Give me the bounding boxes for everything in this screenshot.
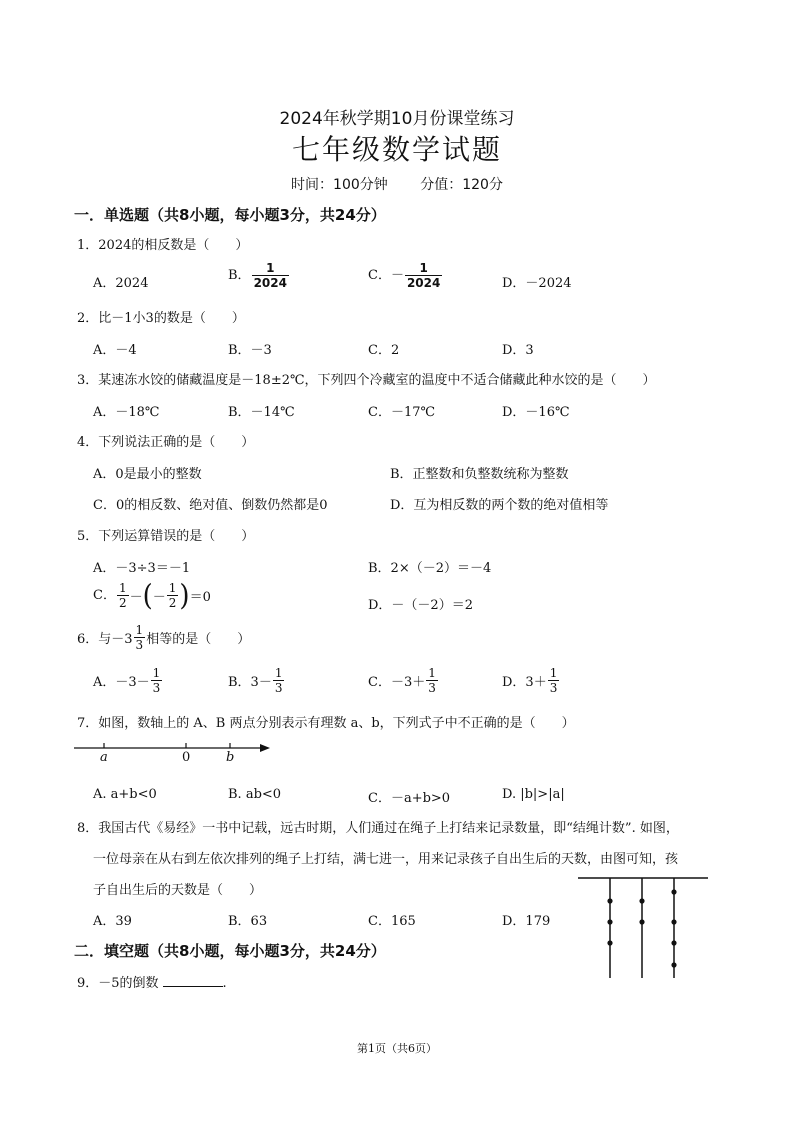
knot-rope-figure [576, 872, 710, 982]
exam-time: 时间：100分钟 [291, 177, 388, 193]
question-2-option-b: B．－3 [228, 343, 272, 358]
exam-score: 分值：120分 [420, 177, 503, 193]
number-line-label-zero: 0 [182, 750, 191, 765]
question-2-option-c: C．2 [368, 343, 400, 358]
question-5-option-c: C． $\frac{1}{2}$ －(－ $\frac{1}{2}$ )＝0 [93, 579, 211, 612]
question-5-stem: 5．下列运算错误的是（ ） [77, 529, 255, 544]
question-8-option-c: C．165 [368, 914, 416, 929]
page-footer: 第1页（共6页） [357, 1042, 437, 1055]
question-4-option-a: A．0是最小的整数 [93, 467, 202, 482]
section-heading-single-choice: 一．单选题（共8小题，每小题3分，共24分） [74, 206, 386, 224]
fraction: $\frac{1}{3}$ [549, 666, 558, 695]
fraction: $\frac{1}{3}$ [274, 666, 283, 695]
number-line-label-a: a [100, 750, 108, 765]
question-7-stem: 7．如图，数轴上的 A、B 两点分别表示有理数 a、b，下列式子中不正确的是（ ） [77, 716, 575, 731]
question-3-option-b: B．－14℃ [228, 405, 295, 420]
exam-title: 七年级数学试题 [291, 133, 502, 166]
question-3-option-d: D．－16℃ [502, 405, 570, 420]
question-6-option-b: B．3－ $\frac{1}{3}$ [228, 666, 283, 695]
question-8-line-1: 8．我国古代《易经》一书中记载，远古时期，人们通过在绳子上打结来记录数量，即“结绳计数”. 如图， [77, 821, 679, 836]
knot [607, 940, 612, 945]
question-6-option-c: C．－3＋ $\frac{1}{3}$ [368, 666, 436, 695]
question-5-option-b: B．2×（－2）＝－4 [368, 561, 492, 576]
question-8-option-d: D．179 [502, 914, 551, 929]
fraction: $\frac{1}{3}$ [152, 666, 161, 695]
question-8-line-2: 一位母亲在从右到左依次排列的绳子上打结，满七进一，用来记录孩子自出生后的天数，由图可知，孩 [93, 852, 679, 867]
question-3-option-a: A．－18℃ [93, 405, 160, 420]
number-line-label-b: b [226, 750, 235, 765]
question-9: 9．－5的倒数 . [77, 976, 227, 991]
section-heading-fill-in: 二．填空题（共8小题，每小题3分，共24分） [74, 942, 386, 960]
exam-subtitle: 2024年秋学期10月份课堂练习 [279, 109, 515, 129]
question-7-option-b: B. ab<0 [228, 787, 282, 802]
question-4-option-c: C．0的相反数、绝对值、倒数仍然都是0 [93, 498, 328, 513]
knot [607, 898, 612, 903]
fraction: $\frac{1}{3}$ [135, 623, 144, 652]
question-2-stem: 2．比－1小3的数是（ ） [77, 311, 245, 326]
knot [671, 889, 676, 894]
question-5-option-a: A．－3÷3＝－1 [93, 561, 191, 576]
question-1-option-d: D．－2024 [502, 276, 572, 291]
knot [671, 962, 676, 967]
knot [639, 898, 644, 903]
question-8-option-b: B．63 [228, 914, 268, 929]
question-1-option-a: A．2024 [93, 276, 149, 291]
question-8-line-3: 子自出生后的天数是（ ） [93, 883, 263, 898]
question-7-option-c: C．－a+b>0 [368, 791, 451, 806]
question-6-stem: 6．与－3 $\frac{1}{3}$ 相等的是（ ） [77, 623, 251, 652]
question-3-option-c: C．－17℃ [368, 405, 436, 420]
question-2-option-a: A．－4 [93, 343, 137, 358]
fraction: $\frac{1}{2024}$ [406, 261, 441, 290]
question-5-option-d: D．－（－2）＝2 [368, 598, 473, 613]
fraction: $\frac{1}{2}$ [168, 581, 177, 610]
question-8-option-a: A．39 [93, 914, 132, 929]
knot [607, 919, 612, 924]
question-6-option-a: A．－3－ $\frac{1}{3}$ [93, 666, 161, 695]
question-1-stem: 1．2024的相反数是（ ） [77, 238, 249, 253]
question-1-option-b: B． $\frac{1}{2024}$ [228, 261, 287, 290]
knot [671, 919, 676, 924]
knot [671, 940, 676, 945]
question-6-option-d: D．3＋ $\frac{1}{3}$ [502, 666, 558, 695]
fraction: $\frac{1}{2024}$ [253, 261, 287, 290]
answer-blank[interactable] [163, 974, 223, 987]
question-1-option-c: C．－ $\frac{1}{2024}$ [368, 261, 441, 290]
question-2-option-d: D．3 [502, 343, 534, 358]
fraction: $\frac{1}{3}$ [428, 666, 436, 695]
exam-meta [0, 174, 794, 194]
question-4-stem: 4．下列说法正确的是（ ） [77, 435, 255, 450]
arrow-right-icon [260, 744, 270, 752]
question-7-option-a: A. a+b<0 [93, 787, 157, 802]
question-4-option-b: B．正整数和负整数统称为整数 [390, 467, 569, 482]
question-7-option-d: D. |b|>|a| [502, 787, 565, 802]
question-4-option-d: D．互为相反数的两个数的绝对值相等 [390, 498, 609, 513]
question-3-stem: 3．某速冻水饺的储藏温度是－18±2℃，下列四个冷藏室的温度中不适合储藏此种水饺的是（ ） [77, 373, 656, 388]
fraction: $\frac{1}{2}$ [118, 581, 127, 610]
knot [639, 919, 644, 924]
